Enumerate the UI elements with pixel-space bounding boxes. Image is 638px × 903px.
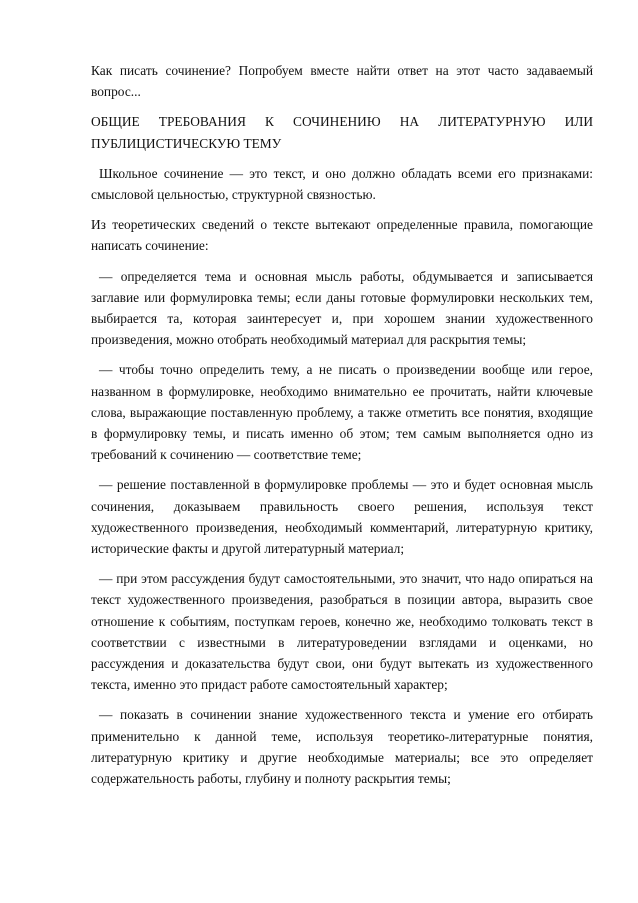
section-heading: ОБЩИЕ ТРЕБОВАНИЯ К СОЧИНЕНИЮ НА ЛИТЕРАТУРНУЮ ИЛИ ПУБЛИЦИСТИЧЕСКУЮ ТЕМУ [91, 114, 593, 151]
intro-paragraph: Как писать сочинение? Попробуем вместе найти ответ на этот часто задаваемый вопрос... [91, 63, 593, 100]
rule-list-item: — чтобы точно определить тему, а не писать о произведении вообще или герое, названном в формулировке, необходимо внимательно ее прочитать, найти ключевые слова, выражающие поставленную проблему, а также отметить все понятия, входящие в формулировку темы, и писать именно об этом; тем самым выполняется одно из требований к сочинению — соответствие теме; [91, 362, 593, 463]
rule-list-item: — при этом рассуждения будут самостоятельными, это значит, что надо опираться на текст художественного произведения, разобраться в позиции автора, выразить свое отношение к событиям, поступкам героев, конечно же, необходимо толковать текст в соответствии с известными в литературоведении взглядами и оценками, но рассуждения и доказательства будут свои, они будут вытекать из художественного текста, именно это придаст работе самостоятельный характер; [91, 571, 593, 693]
body-paragraph: Школьное сочинение — это текст, и оно должно обладать всеми его признаками: смысловой цельностью, структурной связностью. [91, 165, 593, 203]
rule-list-item: — решение поставленной в формулировке проблемы — это и будет основная мысль сочинения, доказываем правильность своего решения, используя текст художественного произведения, необходимый комментарий, литературную критику, исторические факты и другой литературный материал; [91, 477, 593, 557]
rule-list-item: — определяется тема и основная мысль работы, обдумывается и записывается заглавие или формулировка темы; если даны готовые формулировки нескольких тем, выбирается та, которая заинтересует и, при хорошем знании художественного произведения, можно отобрать необходимый материал для раскрытия темы; [91, 268, 593, 348]
document-page [91, 60, 593, 798]
rule-list-item: — показать в сочинении знание художественного текста и умение его отбирать применительно к данной теме, используя теоретико-литературные понятия, литературную критику и другие необходимые материалы; все это определяет содержательность работы, глубину и полноту раскрытия темы; [91, 707, 593, 787]
body-paragraph: Из теоретических сведений о тексте вытекают определенные правила, помогающие написать сочинение: [91, 217, 593, 254]
